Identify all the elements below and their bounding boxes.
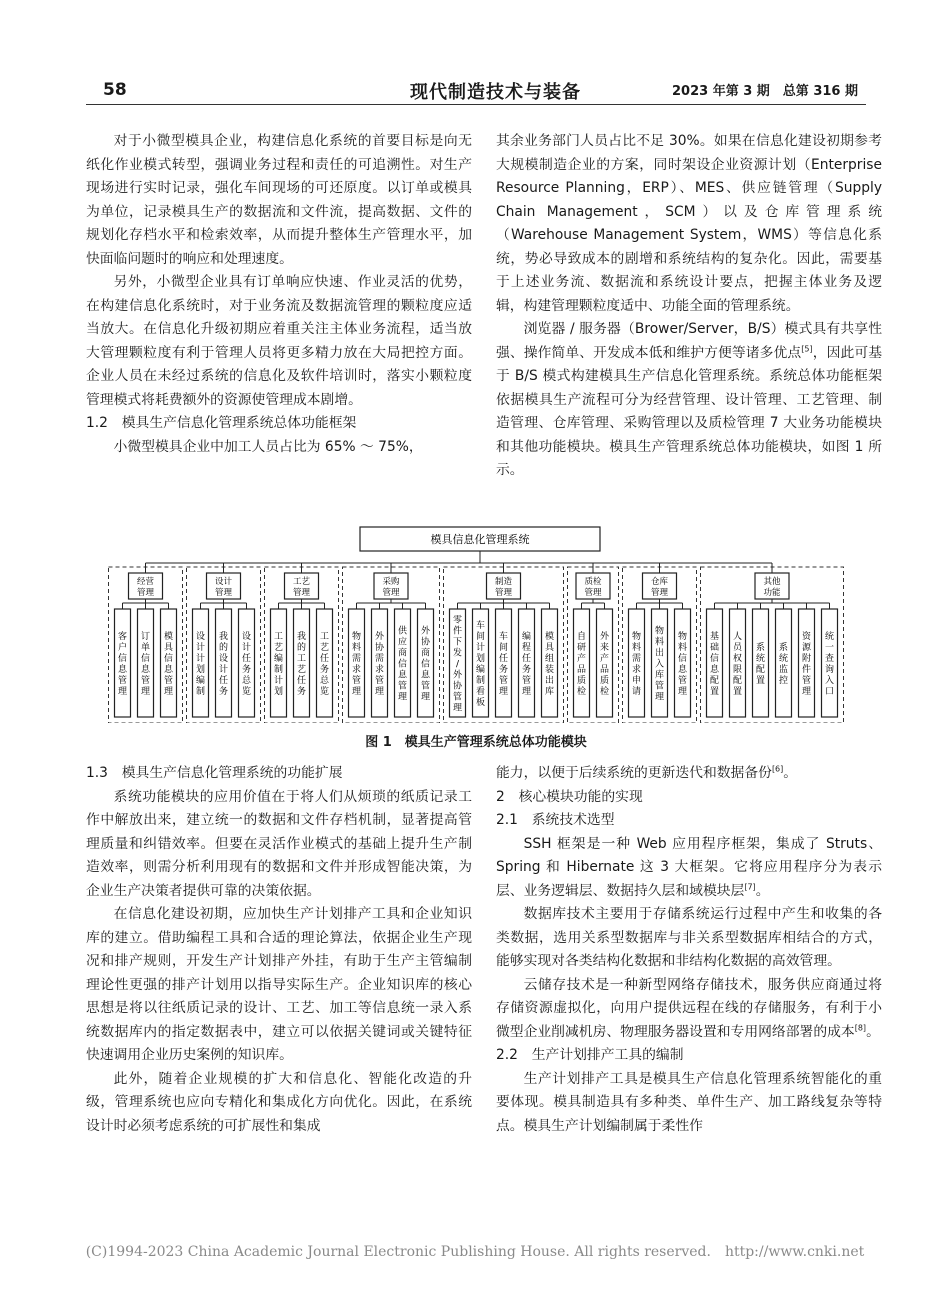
citation-ref: [5]: [801, 343, 813, 353]
leaf-label-char: 编: [195, 676, 206, 686]
leaf-label-char: 具: [544, 643, 555, 653]
leaf-label-char: 模: [544, 632, 555, 642]
leaf-label-char: 基: [709, 632, 720, 642]
leaf-label-char: 品: [576, 665, 587, 675]
figure-1: [80, 523, 872, 755]
leaf-label-char: 源: [801, 643, 812, 653]
leaf-label-char: 计: [195, 643, 206, 653]
leaf-label-char: 来: [599, 643, 610, 653]
header-rule: [86, 104, 866, 105]
leaf-label-char: 置: [732, 687, 743, 697]
leaf-label-char: 资: [801, 632, 812, 642]
leaf-label-char: 料: [654, 637, 665, 648]
leaf-label-char: 务: [296, 687, 307, 697]
leaf-label-char: 求: [351, 665, 362, 675]
leaf-label-char: 理: [420, 692, 431, 703]
leaf-label-char: 息: [709, 665, 720, 675]
leaf-label-char: 管: [801, 676, 812, 686]
leaf-label-char: 制: [475, 676, 486, 686]
leaf-label-char: 入: [654, 659, 665, 670]
leaf-label-char: 信: [140, 654, 151, 664]
leaf-label-char: 理: [374, 687, 385, 697]
leaf-label-char: 总: [319, 676, 330, 686]
leaf-label-char: 制: [195, 687, 206, 697]
leaf-label-char: 编: [475, 665, 486, 675]
leaf-label-char: 信: [709, 654, 720, 664]
leaf-label-char: 料: [677, 643, 688, 653]
leaf-label-char: 信: [420, 659, 431, 670]
leaf-label-char: 理: [521, 687, 532, 697]
citation-ref: [6]: [771, 764, 784, 774]
leaf-label-char: 物: [654, 626, 665, 637]
leaf-label-char: 息: [140, 665, 151, 675]
leaf-label-char: 询: [824, 665, 835, 675]
leaf-label-char: 自: [576, 632, 587, 642]
leaf-label-char: 任: [296, 676, 307, 686]
paragraph: 此外，随着企业规模的扩大和信息化、智能化改造的升级，管理系统也应向专精化和集成化方向优化。因此，在系统设计时必须考虑系统的可扩展性和集成: [86, 1070, 472, 1134]
leaf-label-char: 物: [351, 632, 362, 642]
leaf-label-char: 制: [273, 665, 284, 675]
leaf-label-char: 管: [374, 676, 385, 686]
leaf-label-char: 计: [241, 643, 252, 653]
section-heading: 2 核心模块功能的实现: [496, 788, 643, 805]
leaf-label-char: 任: [218, 676, 229, 686]
leaf-label-char: 艺: [319, 643, 330, 653]
leaf-label-char: 置: [709, 687, 720, 697]
left-column-top: [86, 130, 472, 459]
journal-title: 现代制造技术与装备: [410, 82, 581, 103]
leaf-label-char: 车: [498, 632, 509, 642]
leaf-label-char: 艺: [296, 665, 307, 675]
right-column-top: [496, 130, 882, 483]
leaf-label-char: 供: [397, 626, 408, 637]
leaf-label-char: 配: [755, 665, 766, 675]
leaf-label-char: 商: [420, 648, 431, 659]
leaf-label-char: 理: [452, 703, 463, 714]
leaf-label-char: /: [455, 659, 460, 670]
leaf-label-char: 总: [241, 676, 252, 686]
module-label: 功能: [763, 588, 781, 598]
leaf-label-char: 请: [631, 687, 642, 697]
leaf-label-char: 附: [801, 654, 812, 664]
leaf-label-char: 装: [544, 665, 555, 675]
leaf-label-char: 息: [420, 670, 431, 681]
leaf-label-char: 员: [732, 643, 743, 653]
module-label: 其他: [763, 577, 781, 587]
leaf-label-char: 人: [732, 632, 743, 642]
leaf-label-char: 检: [599, 687, 610, 697]
leaf-label-char: 外: [452, 670, 463, 681]
leaf-label-char: 管: [397, 681, 408, 692]
leaf-label-char: 程: [521, 643, 532, 653]
leaf-label-char: 信: [117, 654, 128, 664]
leaf-label-char: 协: [452, 681, 463, 692]
leaf-label-char: 设: [241, 632, 252, 642]
leaf-label-char: 出: [654, 648, 665, 659]
leaf-label-char: 管: [117, 676, 128, 686]
leaf-label-char: 料: [351, 643, 362, 653]
leaf-label-char: 协: [374, 643, 385, 653]
module-label: 管理: [136, 588, 155, 598]
leaf-label-char: 理: [163, 687, 174, 697]
module-label: 管理: [584, 588, 602, 598]
leaf-label-char: 品: [599, 665, 610, 675]
leaf-label-char: 物: [677, 632, 688, 642]
leaf-label-char: 管: [654, 681, 665, 692]
module-label: 制造: [494, 577, 513, 587]
leaf-label-char: 的: [296, 643, 307, 653]
module-label: 质检: [584, 577, 602, 587]
leaf-label-char: 零: [452, 615, 463, 626]
leaf-label-char: 览: [241, 687, 252, 697]
leaf-label-char: 质: [576, 676, 587, 686]
leaf-label-char: 务: [498, 665, 509, 675]
paragraph-continued: 能力，以便于后续系统的更新迭代和数据备份[6]。: [496, 764, 798, 781]
copyright-footer: (C)1994-2023 China Academic Journal Electronic Publishing House. All rights reserved. http://www.cnki.net: [85, 1244, 865, 1260]
leaf-label-char: 编: [521, 632, 532, 642]
leaf-label-char: 计: [195, 654, 206, 664]
leaf-label-char: 务: [218, 687, 229, 697]
leaf-label-char: 下: [452, 637, 463, 648]
citation-ref: [7]: [744, 881, 756, 891]
leaf-label-char: 管: [677, 676, 688, 686]
leaf-label-char: 信: [397, 659, 408, 670]
leaf-label-char: 权: [732, 654, 743, 664]
leaf-label-char: 览: [319, 687, 330, 697]
paragraph: 另外，小微型企业具有订单响应快速、作业灵活的优势，在构建信息化系统时，对于业务流及数据流管理的颗粒度应适当放大。在信息化升级初期应着重关注主体业务流程，适当放大管理颗粒度有利于管理人员将更多精力放在大局把控方面。企业人员在未经过系统的信息化及软件培训时，落实小颗粒度管理模式将耗费额外的资源使管理成本剧增。: [86, 274, 472, 408]
leaf-label-char: 理: [140, 687, 151, 697]
leaf-label-char: 应: [397, 637, 408, 648]
leaf-label-char: 需: [351, 654, 362, 664]
leaf-label-char: 务: [521, 665, 532, 675]
leaf-label-char: 息: [163, 665, 174, 675]
leaf-label-char: 订: [140, 632, 151, 642]
issue-info: 2023 年第 3 期 总第 316 期: [672, 84, 858, 99]
leaf-label-char: 计: [475, 643, 486, 653]
leaf-label-char: 划: [273, 687, 284, 697]
leaf-label-char: 设: [195, 632, 206, 642]
leaf-label-char: 模: [163, 632, 174, 642]
leaf-label-char: 系: [778, 643, 789, 653]
leaf-label-char: 求: [631, 665, 642, 675]
module-label: 管理: [382, 588, 400, 598]
leaf-label-char: 础: [709, 643, 720, 653]
leaf-label-char: 统: [824, 632, 835, 642]
paragraph: 数据库技术主要用于存储系统运行过程中产生和收集的各类数据，选用关系型数据库与非关系型数据库相结合的方式，能够实现对各类结构化数据和非结构化数据的高效管理。: [496, 906, 882, 969]
leaf-label-char: 理: [351, 687, 362, 697]
right-column-bottom: [496, 762, 882, 1138]
module-label: 管理: [214, 588, 233, 598]
leaf-label-char: 管: [420, 681, 431, 692]
leaf-label-char: 息: [677, 665, 688, 675]
section-heading: 2.2 生产计划排产工具的编制: [496, 1047, 684, 1063]
leaf-label-char: 产: [599, 654, 610, 664]
root-label: 模具信息化管理系统: [430, 533, 530, 546]
leaf-label-char: 外: [374, 632, 385, 642]
leaf-label-char: 息: [117, 665, 128, 675]
leaf-label-char: 户: [117, 643, 128, 653]
leaf-label-char: 商: [397, 648, 408, 659]
leaf-label-char: 物: [631, 632, 642, 642]
leaf-label-char: 料: [631, 643, 642, 653]
leaf-label-char: 计: [273, 676, 284, 686]
leaf-label-char: 求: [374, 665, 385, 675]
leaf-label-char: 理: [654, 692, 665, 703]
paragraph: 在信息化建设初期，应加快生产计划排产工具和企业知识库的建立。借助编程工具和合适的理论算法，依据企业生产现况和排产规则，开发生产计划排产外挂，有助于生产主管编制理论性更强的排产计划用以指导实际生产。企业知识库的核心思想是将以往纸质记录的设计、工艺、加工等信息统一录入系统数据库内的指定数据表中，建立可以依据关键词或关键特征快速调用企业历史案例的知识库。: [86, 906, 472, 1063]
leaf-label-char: 我: [296, 632, 307, 642]
leaf-label-char: 务: [319, 665, 330, 675]
leaf-label-char: 管: [498, 676, 509, 686]
leaf-label-char: 单: [140, 643, 151, 653]
leaf-label-char: 管: [452, 692, 463, 703]
leaf-label-char: 客: [117, 632, 128, 642]
leaf-label-char: 信: [677, 654, 688, 664]
leaf-label-char: 理: [801, 687, 812, 697]
module-label: 管理: [650, 588, 669, 598]
leaf-label-char: 理: [397, 692, 408, 703]
leaf-label-char: 板: [475, 698, 486, 708]
leaf-label-char: 划: [475, 654, 486, 664]
leaf-label-char: 检: [576, 687, 587, 697]
function-module-diagram: [80, 523, 872, 723]
section-heading: 2.1 系统技术选型: [496, 812, 615, 828]
leaf-label-char: 入: [824, 676, 835, 686]
leaf-label-char: 理: [117, 687, 128, 697]
page-number: 58: [103, 80, 127, 100]
leaf-label-char: 外: [599, 632, 610, 642]
leaf-label-char: 间: [475, 632, 486, 642]
left-column-bottom: [86, 762, 472, 1138]
leaf-label-char: 务: [241, 665, 252, 675]
paragraph: 小微型模具企业中加工人员占比为 65% ～ 75%，: [113, 438, 423, 455]
leaf-label-char: 的: [218, 643, 229, 653]
leaf-label-char: 件: [801, 665, 812, 675]
leaf-label-char: 任: [319, 654, 330, 664]
leaf-label-char: 设: [218, 654, 229, 664]
leaf-label-char: 查: [824, 654, 835, 664]
leaf-label-char: 外: [420, 626, 431, 637]
leaf-label-char: 配: [709, 676, 720, 686]
section-heading: 1.2 模具生产信息化管理系统总体功能框架: [86, 415, 357, 431]
leaf-label-char: 息: [397, 670, 408, 681]
leaf-label-char: 计: [218, 665, 229, 675]
leaf-label-char: 限: [732, 665, 743, 675]
paragraph-continued: 其余业务部门人员占比不足 30%。如果在信息化建设初期参考大规模制造企业的方案，同时架设企业资源计划（Enterprise Resource Planning，ERP）、MES、供应链管理（Supply Chain Management，SCM）以及仓库管理系统（Warehouse Management System，WMS）等信息化系统，势必导致成本的剧增和系统结构的复杂化。因此，需要基于上述业务流、数据流和系统设计要点，把握主体业务及逻辑，构建管理颗粒度适中、功能全面的管理系统。: [496, 133, 882, 314]
leaf-label-char: 管: [351, 676, 362, 686]
leaf-label-char: 件: [452, 626, 463, 637]
leaf-label-char: 管: [140, 676, 151, 686]
leaf-label-char: 质: [599, 676, 610, 686]
leaf-label-char: 协: [420, 637, 431, 648]
leaf-label-char: 出: [544, 676, 555, 686]
leaf-label-char: 口: [824, 687, 835, 697]
citation-ref: [8]: [854, 1022, 867, 1032]
leaf-label-char: 一: [824, 643, 835, 653]
module-label: 管理: [494, 588, 513, 598]
figure-caption: 图 1 模具生产管理系统总体功能模块: [365, 735, 587, 750]
paragraph: 生产计划排产工具是模具生产信息化管理系统智能化的重要体现。模具制造具有多种类、单件生产、加工路线复杂等特点。模具生产计划编制属于柔性作: [496, 1070, 882, 1134]
leaf-label-char: 任: [498, 654, 509, 664]
leaf-label-char: 具: [163, 643, 174, 653]
leaf-label-char: 艺: [273, 643, 284, 653]
module-label: 管理: [292, 588, 311, 598]
leaf-label-char: 发: [452, 648, 463, 659]
leaf-label-char: 管: [521, 676, 532, 686]
leaf-label-char: 理: [498, 687, 509, 697]
leaf-label-char: 间: [498, 643, 509, 653]
module-label: 经营: [136, 577, 155, 587]
leaf-label-char: 产: [576, 654, 587, 664]
paragraph: 对于小微型模具企业，构建信息化系统的首要目标是向无纸化作业模式转型，强调业务过程和责任的可追溯性。对生产现场进行实时记录，强化车间现场的可还原度。以订单或模具为单位，记录模具生产的数据流和文件流，提高数据、文件的规划化存档水平和检索效率，从而提升整体生产管理水平，加快面临问题时的响应和处理速度。: [86, 133, 472, 267]
leaf-label-char: 需: [374, 654, 385, 664]
leaf-label-char: 任: [241, 654, 252, 664]
leaf-label-char: 工: [319, 632, 330, 642]
section-heading: 1.3 模具生产信息化管理系统的功能扩展: [86, 765, 343, 781]
leaf-label-char: 我: [218, 632, 229, 642]
paragraph: SSH 框架是一种 Web 应用程序框架，集成了 Struts、Spring 和 Hibernate 这 3 大框架。它将应用程序分为表示层、业务逻辑层、数据持久层和域模块层[7]。: [496, 835, 882, 899]
paragraph: 系统功能模块的应用价值在于将人们从烦琐的纸质记录工作中解放出来，建立统一的数据和文件存档机制，显著提高管理质量和纠错效率。但要在灵活作业模式的基础上提升生产制造效率，则需分析利用现有的数据和文件并形成智能决策，为企业生产决策者提供可靠的决策依据。: [86, 788, 472, 899]
leaf-label-char: 置: [755, 676, 766, 686]
leaf-label-char: 划: [195, 665, 206, 675]
paragraph: 浏览器 / 服务器（Brower/Server，B/S）模式具有共享性强、操作简单、开发成本低和维护方便等诸多优点[5]，因此可基于 B/S 模式构建模具生产信息化管理系统。系统总体功能框架依据模具生产流程可分为经营管理、设计管理、工艺管理、制造管理、仓库管理、采购管理以及质检管理 7 大业务功能模块和其他功能模块。模具生产管理系统总体功能模块，如图 1 所示。: [496, 321, 883, 478]
module-label: 工艺: [292, 577, 311, 587]
leaf-label-char: 管: [163, 676, 174, 686]
leaf-label-char: 编: [273, 654, 284, 664]
leaf-label-char: 工: [273, 632, 284, 642]
leaf-label-char: 统: [778, 654, 789, 664]
module-label: 采购: [382, 577, 400, 587]
leaf-label-char: 研: [576, 643, 587, 653]
leaf-label-char: 监: [778, 665, 789, 675]
module-label: 仓库: [650, 577, 669, 587]
leaf-label-char: 车: [475, 621, 486, 631]
leaf-label-char: 配: [732, 676, 743, 686]
leaf-label-char: 申: [631, 676, 642, 686]
leaf-label-char: 系: [755, 643, 766, 653]
paragraph: 云储存技术是一种新型网络存储技术，服务供应商通过将存储资源虚拟化，向用户提供远程在线的存储服务，有利于小微型企业削减机房、物理服务器设置和专用网络部署的成本[8]。: [496, 976, 882, 1040]
leaf-label-char: 看: [475, 687, 486, 697]
module-label: 设计: [214, 577, 233, 587]
leaf-label-char: 库: [544, 687, 555, 697]
leaf-label-char: 理: [677, 687, 688, 697]
leaf-label-char: 工: [296, 654, 307, 664]
leaf-label-char: 统: [755, 654, 766, 664]
leaf-label-char: 需: [631, 654, 642, 664]
leaf-label-char: 信: [163, 654, 174, 664]
leaf-label-char: 库: [654, 670, 665, 681]
leaf-label-char: 控: [778, 676, 789, 686]
leaf-label-char: 组: [544, 654, 555, 664]
leaf-label-char: 任: [521, 654, 532, 664]
